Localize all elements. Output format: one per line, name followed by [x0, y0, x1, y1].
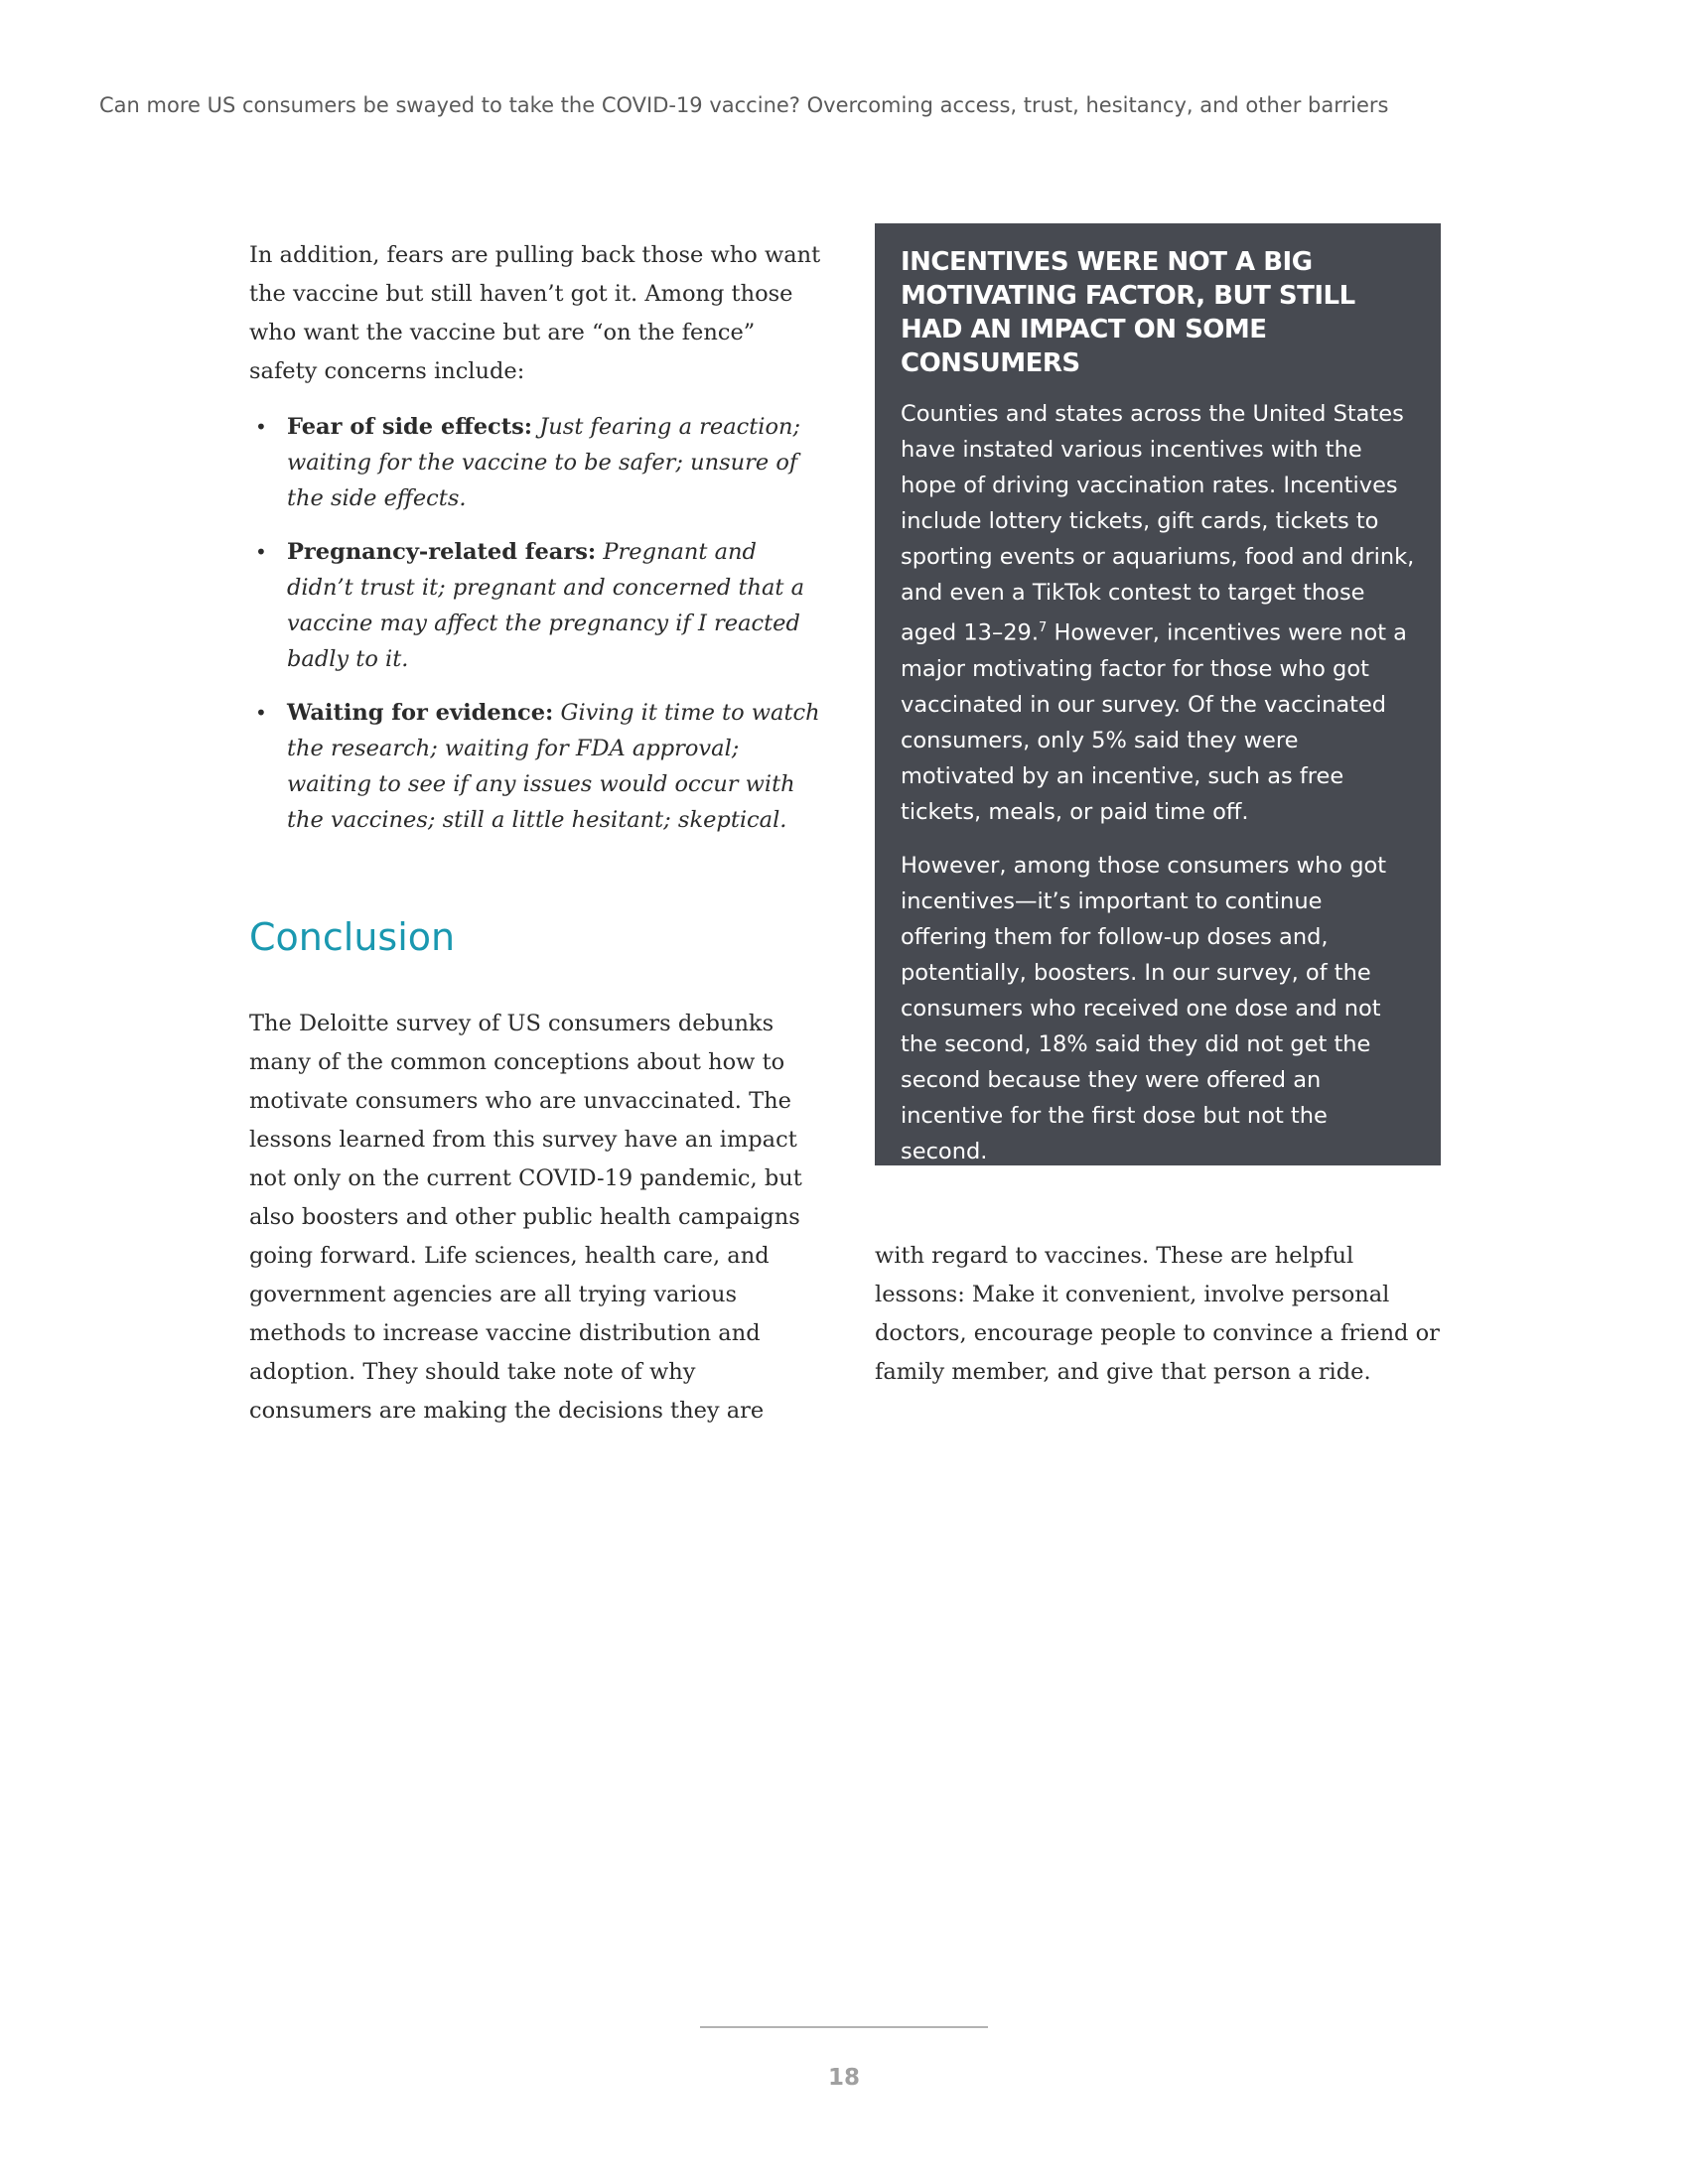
sidebar-text: Counties and states across the United States have instated various incentives with the hope of driving vaccination rates. Incentives include lottery tickets, gift cards, tickets to sporting events or aquariums, food and drink, and even a TikTok contest to target those aged 13–29.	[901, 401, 1415, 646]
conclusion-body-right	[875, 1237, 1451, 1392]
conclusion-heading: Conclusion	[249, 915, 456, 959]
left-column	[249, 236, 825, 856]
intro-paragraph: In addition, fears are pulling back those who want the vaccine but still haven’t got it. Among those who want the vaccine but are “on the fence” safety concerns include:	[249, 242, 821, 384]
running-header: Can more US consumers be swayed to take the COVID-19 vaccine? Overcoming access, trust, hesitancy, and other barriers	[99, 93, 1389, 117]
conclusion-body-left	[249, 1005, 825, 1431]
sidebar-paragraph: However, among those consumers who got incentives—it’s important to continue offering them for follow-up doses and, potentially, boosters. In our survey, of the consumers who received one dose and not the second, 18% said they did not get the second because they were offered an incentive for the first dose but not the second.	[901, 852, 1387, 1164]
bullet-text: Just fearing a reaction; waiting for the vaccine to be safer; unsure of the side effects.	[287, 414, 801, 511]
concerns-list	[249, 409, 825, 838]
list-item	[249, 695, 825, 838]
bullet-label: Fear of side effects:	[287, 414, 533, 440]
conclusion-paragraph: The Deloitte survey of US consumers debunks many of the common conceptions about how to motivate consumers who are unvaccinated. The lessons learned from this survey have an impact not only on the current COVID-19 pandemic, but also boosters and other public health campaigns going forward. Life sciences, health care, and government agencies are all trying various methods to increase vaccine distribution and adoption. They should take note of why consumers are making the decisions they are	[249, 1011, 802, 1424]
bullet-text: Giving it time to watch the research; waiting for FDA approval; waiting to see if any issues would occur with the vaccines; still a little hesitant; skeptical.	[287, 700, 820, 833]
bullet-icon: •	[255, 540, 267, 564]
footnote-marker[interactable]: 7	[1039, 620, 1048, 635]
sidebar-text: However, incentives were not a major motivating factor for those who got vaccinated in our survey. Of the vaccinated consumers, only 5% said they were motivated by an incentive, such as free tickets, meals, or paid time off.	[901, 619, 1407, 825]
conclusion-paragraph-continued: with regard to vaccines. These are helpful lessons: Make it convenient, involve personal doctors, encourage people to convince a friend or family member, and give that person a ride.	[875, 1243, 1440, 1385]
bullet-icon: •	[255, 415, 267, 439]
page-number: 18	[827, 2065, 860, 2091]
bullet-label: Waiting for evidence:	[287, 700, 554, 726]
bullet-icon: •	[255, 701, 267, 725]
sidebar-paragraph	[901, 396, 1415, 830]
bullet-text: Pregnant and didn’t trust it; pregnant and concerned that a vaccine may affect the pregnancy if I reacted badly to it.	[287, 539, 804, 672]
footer-divider	[700, 2026, 988, 2028]
sidebar-title: INCENTIVES WERE NOT A BIG MOTIVATING FACTOR, BUT STILL HAD AN IMPACT ON SOME CONSUMERS	[901, 247, 1355, 378]
list-item	[249, 409, 825, 516]
list-item	[249, 534, 825, 677]
bullet-label: Pregnancy-related fears:	[287, 539, 597, 565]
incentives-sidebar	[875, 223, 1441, 1165]
